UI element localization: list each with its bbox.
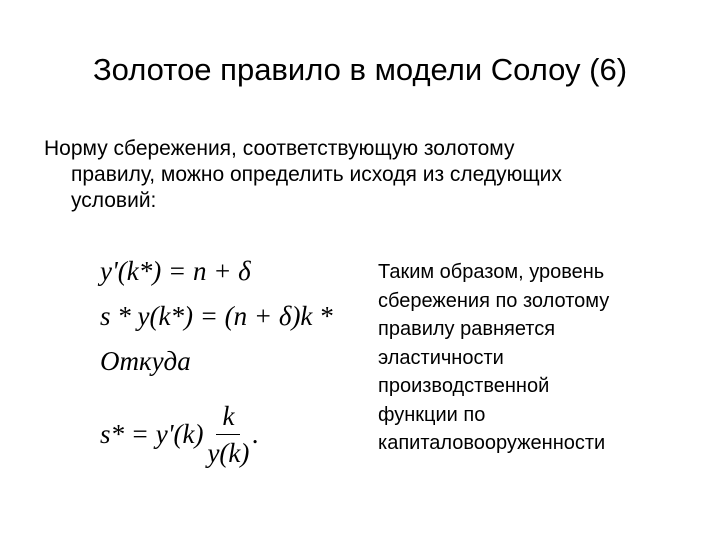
intro-line: правилу, можно определить исходя из следующих: [71, 163, 562, 186]
conclusion-line: правилу равняется: [378, 318, 556, 340]
hence-word: Откуда: [100, 346, 191, 376]
intro-paragraph: [44, 136, 684, 214]
conclusion-line: сбережения по золотому: [378, 289, 610, 312]
steady-state-formula: s * y(k*) = (n + δ)k *: [100, 301, 333, 331]
intro-line: Норму сбережения, соответствующую золотому: [44, 137, 515, 160]
formula-block: [100, 250, 370, 480]
formula-period: .: [252, 419, 260, 449]
savings-rate-formula: [100, 400, 259, 469]
golden-rule-condition-formula: y'(k*) = n + δ: [100, 256, 251, 286]
fraction-numerator: k: [216, 400, 240, 435]
conclusion-line: капиталовооруженности: [378, 432, 606, 454]
conclusion-line: эластичности: [378, 346, 504, 369]
fraction-denominator: y(k): [207, 438, 250, 468]
conclusion-paragraph: [378, 258, 678, 458]
conclusion-line: производственной: [378, 375, 550, 397]
fraction: [207, 400, 249, 469]
savings-rate-lhs: s* = y'(k): [100, 419, 204, 449]
conclusion-line: Таким образом, уровень: [378, 261, 605, 283]
conclusion-line: функции по: [378, 403, 486, 426]
slide-title: Золотое правило в модели Солоу (6): [92, 52, 628, 87]
intro-line: условий:: [71, 189, 157, 212]
